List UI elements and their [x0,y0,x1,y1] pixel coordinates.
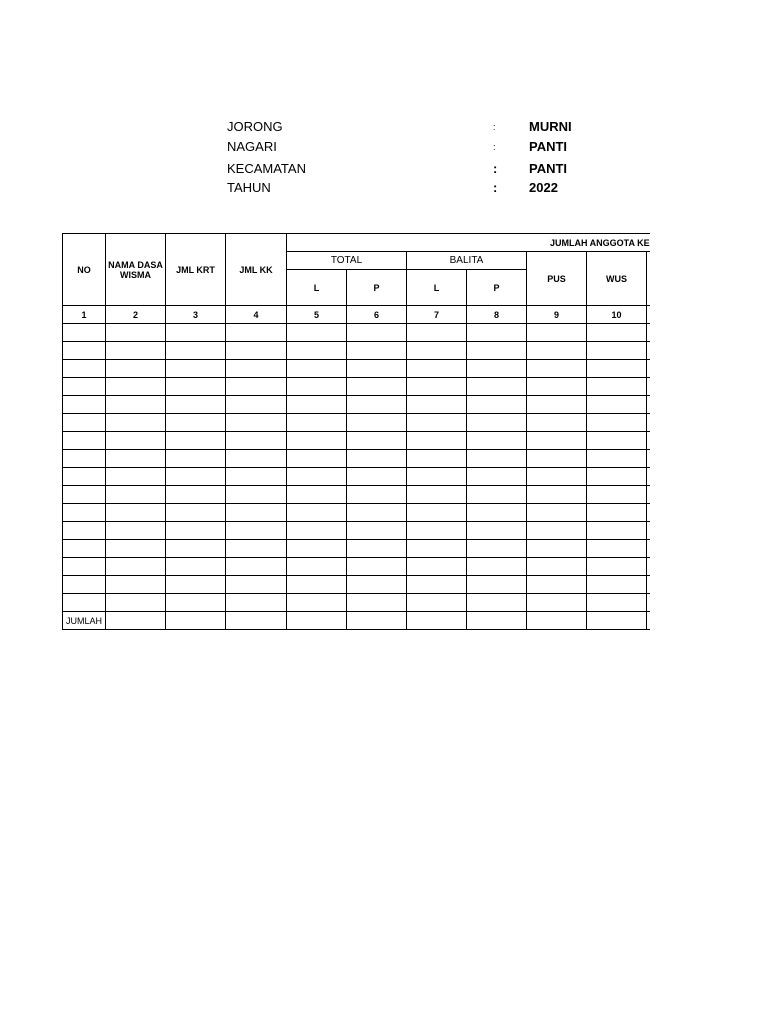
table-cell[interactable] [407,468,467,486]
header-balita: BALITA [407,252,527,270]
table-cell[interactable] [527,540,587,558]
header-total: TOTAL [287,252,407,270]
jumlah-cell[interactable] [347,612,407,630]
table-row [63,558,651,576]
header-jml-krt: JML KRT [166,234,226,306]
table-cell[interactable] [226,342,287,360]
table-cell[interactable] [166,540,226,558]
table-cell[interactable] [527,576,587,594]
table-cell[interactable] [166,360,226,378]
col-number: 7 [407,306,467,324]
table-cell[interactable] [467,540,527,558]
table-cell[interactable] [527,396,587,414]
table-cell[interactable] [226,414,287,432]
table-cell[interactable] [467,378,527,396]
header-nama-dasa-wisma: NAMA DASA WISMA [106,234,166,306]
table-cell[interactable] [63,342,106,360]
table-cell[interactable] [527,414,587,432]
table-cell[interactable] [63,324,106,342]
jumlah-cell[interactable] [647,612,651,630]
table-cell[interactable] [287,540,347,558]
table-cell[interactable] [467,558,527,576]
table-cell[interactable] [467,576,527,594]
tahun-colon: : [493,180,498,195]
nagari-value: PANTI [529,139,568,154]
table-cell[interactable] [226,360,287,378]
table-cell[interactable] [527,468,587,486]
table-cell[interactable] [226,576,287,594]
table-row [63,504,651,522]
table-cell[interactable] [347,432,407,450]
info-row-tahun [0,180,768,198]
table-row [63,396,651,414]
table-cell[interactable] [407,432,467,450]
table-row [63,540,651,558]
table-cell[interactable] [587,486,647,504]
table-cell[interactable] [527,504,587,522]
table-cell[interactable] [166,396,226,414]
table-cell[interactable] [407,450,467,468]
table-cell[interactable] [527,324,587,342]
table-cell[interactable] [407,414,467,432]
table-cell[interactable] [106,360,166,378]
table-cell[interactable] [287,378,347,396]
table-cell[interactable] [527,594,587,612]
table-cell[interactable] [647,396,651,414]
table-cell[interactable] [647,540,651,558]
header-jml-kk: JML KK [226,234,287,306]
table-row [63,414,651,432]
jumlah-cell[interactable] [587,612,647,630]
info-row-nagari [0,139,768,157]
jorong-colon: : [493,122,496,132]
table-row [63,432,651,450]
header-extra [647,252,651,306]
table-cell[interactable] [407,342,467,360]
header-total-p: P [347,270,407,306]
table-cell[interactable] [287,594,347,612]
table-cell[interactable] [347,486,407,504]
header-balita-l: L [407,270,467,306]
table-cell[interactable] [287,414,347,432]
table-cell[interactable] [647,576,651,594]
header-balita-p: P [467,270,527,306]
table-cell[interactable] [647,450,651,468]
table-cell[interactable] [63,396,106,414]
table-cell[interactable] [527,342,587,360]
table-cell[interactable] [226,468,287,486]
table-cell[interactable] [647,378,651,396]
table-cell[interactable] [587,522,647,540]
table-cell[interactable] [587,432,647,450]
table-cell[interactable] [587,396,647,414]
jumlah-label: JUMLAH [63,612,106,630]
table-row [63,576,651,594]
table-cell[interactable] [63,432,106,450]
jumlah-row [63,612,651,630]
table-cell[interactable] [226,594,287,612]
table-cell[interactable] [347,558,407,576]
table-cell[interactable] [63,540,106,558]
table-row [63,378,651,396]
table-cell[interactable] [467,486,527,504]
table-cell[interactable] [287,522,347,540]
table-cell[interactable] [106,342,166,360]
jumlah-cell[interactable] [467,612,527,630]
table-cell[interactable] [287,324,347,342]
table-cell[interactable] [407,378,467,396]
table-cell[interactable] [166,558,226,576]
table-cell[interactable] [226,540,287,558]
table-cell[interactable] [226,378,287,396]
table-cell[interactable] [347,378,407,396]
table-cell[interactable] [407,504,467,522]
kecamatan-value: PANTI [529,161,568,176]
table-cell[interactable] [467,522,527,540]
header-pus: PUS [527,252,587,306]
table-cell[interactable] [63,360,106,378]
table-cell[interactable] [467,342,527,360]
table-cell[interactable] [467,432,527,450]
jumlah-cell[interactable] [287,612,347,630]
table-cell[interactable] [106,450,166,468]
table-cell[interactable] [63,378,106,396]
tahun-label: TAHUN [227,180,271,195]
table-cell[interactable] [347,594,407,612]
table-cell[interactable] [287,450,347,468]
table-cell[interactable] [166,486,226,504]
table-cell[interactable] [467,504,527,522]
data-rows [63,324,651,612]
table-cell[interactable] [226,558,287,576]
table-cell[interactable] [347,414,407,432]
table-row [63,486,651,504]
table-cell[interactable] [287,396,347,414]
table-cell[interactable] [647,432,651,450]
table-cell[interactable] [587,540,647,558]
table-cell[interactable] [647,468,651,486]
table-cell[interactable] [467,468,527,486]
table-cell[interactable] [63,522,106,540]
table-cell[interactable] [106,504,166,522]
table-cell[interactable] [647,414,651,432]
table-cell[interactable] [166,414,226,432]
table-cell[interactable] [587,360,647,378]
table-cell[interactable] [347,468,407,486]
table-cell[interactable] [106,558,166,576]
table-cell[interactable] [467,324,527,342]
table-cell[interactable] [527,360,587,378]
table-cell[interactable] [587,378,647,396]
table-cell[interactable] [647,486,651,504]
table-cell[interactable] [527,450,587,468]
table-cell[interactable] [106,378,166,396]
table-cell[interactable] [166,324,226,342]
table-cell[interactable] [166,450,226,468]
table-cell[interactable] [347,576,407,594]
data-table [62,233,650,630]
col-number: 9 [527,306,587,324]
table-cell[interactable] [647,324,651,342]
jorong-value: MURNI [529,119,572,134]
table-cell[interactable] [106,396,166,414]
table-cell[interactable] [647,504,651,522]
table-cell[interactable] [467,414,527,432]
table-cell[interactable] [587,450,647,468]
jorong-label: JORONG [227,119,283,134]
table-cell[interactable] [527,558,587,576]
kecamatan-label: KECAMATAN [227,161,306,176]
table-cell[interactable] [347,324,407,342]
table-cell[interactable] [467,450,527,468]
jumlah-cell[interactable] [407,612,467,630]
table-cell[interactable] [287,486,347,504]
col-number: 6 [347,306,407,324]
table-cell[interactable] [166,378,226,396]
table-cell[interactable] [647,342,651,360]
table-row [63,450,651,468]
table-cell[interactable] [63,576,106,594]
table-cell[interactable] [166,576,226,594]
table-cell[interactable] [166,504,226,522]
table-cell[interactable] [407,540,467,558]
table-cell[interactable] [226,504,287,522]
table-cell[interactable] [527,432,587,450]
table-cell[interactable] [647,594,651,612]
table-cell[interactable] [407,558,467,576]
table-cell[interactable] [166,594,226,612]
table-cell[interactable] [587,504,647,522]
table-cell[interactable] [287,558,347,576]
table-row [63,360,651,378]
table-cell[interactable] [347,522,407,540]
table-cell[interactable] [407,324,467,342]
nagari-label: NAGARI [227,139,277,154]
table-row [63,342,651,360]
table-cell[interactable] [467,360,527,378]
header-total-l: L [287,270,347,306]
table-cell[interactable] [587,468,647,486]
table-cell[interactable] [287,342,347,360]
table-cell[interactable] [467,594,527,612]
table-cell[interactable] [166,468,226,486]
info-row-kecamatan [0,161,768,179]
table-cell[interactable] [587,558,647,576]
col-number: 3 [166,306,226,324]
table-cell[interactable] [347,504,407,522]
table-cell[interactable] [347,396,407,414]
table-cell[interactable] [166,522,226,540]
table-cell[interactable] [106,486,166,504]
table-cell[interactable] [63,450,106,468]
table-cell[interactable] [106,522,166,540]
table-cell[interactable] [106,468,166,486]
table-cell[interactable] [287,360,347,378]
header-info [0,0,768,220]
col-number: 8 [467,306,527,324]
tahun-value: 2022 [529,180,558,195]
table-cell[interactable] [106,414,166,432]
table-cell[interactable] [347,540,407,558]
header-no: NO [63,234,106,306]
table-cell[interactable] [587,342,647,360]
table-cell[interactable] [527,378,587,396]
table-cell[interactable] [166,342,226,360]
jumlah-cell[interactable] [166,612,226,630]
info-row-jorong [0,119,768,137]
table-cell[interactable] [106,594,166,612]
table-cell[interactable] [587,594,647,612]
table-cell[interactable] [407,576,467,594]
header-jumlah-anggota: JUMLAH ANGGOTA KE [287,234,651,252]
column-number-row [63,306,651,324]
table-cell[interactable] [106,540,166,558]
table-cell[interactable] [527,522,587,540]
table-cell[interactable] [347,360,407,378]
table-cell[interactable] [407,486,467,504]
jumlah-cell[interactable] [226,612,287,630]
table-cell[interactable] [527,486,587,504]
col-number: 5 [287,306,347,324]
table-row [63,522,651,540]
table-cell[interactable] [106,432,166,450]
jumlah-cell[interactable] [527,612,587,630]
kecamatan-colon: : [493,161,498,176]
table-row [63,594,651,612]
table-cell[interactable] [106,324,166,342]
table-cell[interactable] [407,522,467,540]
table-cell[interactable] [63,594,106,612]
table-cell[interactable] [407,396,467,414]
table-cell[interactable] [226,522,287,540]
table-cell[interactable] [63,558,106,576]
col-number: 1 [63,306,106,324]
table-cell[interactable] [347,342,407,360]
table-cell[interactable] [587,414,647,432]
col-number: 4 [226,306,287,324]
table-cell[interactable] [63,414,106,432]
table-cell[interactable] [226,432,287,450]
table-cell[interactable] [63,486,106,504]
table-cell[interactable] [226,450,287,468]
table-cell[interactable] [587,324,647,342]
table-row [63,324,651,342]
table-cell[interactable] [287,576,347,594]
table-cell[interactable] [63,504,106,522]
col-number-extra [647,306,651,324]
table-cell[interactable] [226,486,287,504]
table-cell[interactable] [647,522,651,540]
jumlah-cell[interactable] [106,612,166,630]
table-cell[interactable] [63,468,106,486]
col-number: 2 [106,306,166,324]
table-cell[interactable] [647,360,651,378]
table-cell[interactable] [166,432,226,450]
table-cell[interactable] [226,396,287,414]
data-table-wrap [62,233,650,639]
header-wus: WUS [587,252,647,306]
table-cell[interactable] [287,432,347,450]
table-cell[interactable] [287,504,347,522]
table-cell[interactable] [407,360,467,378]
table-cell[interactable] [587,576,647,594]
table-row [63,468,651,486]
table-cell[interactable] [647,558,651,576]
nagari-colon: : [493,142,496,152]
table-cell[interactable] [226,324,287,342]
table-cell[interactable] [106,576,166,594]
table-cell[interactable] [467,396,527,414]
table-cell[interactable] [287,468,347,486]
table-cell[interactable] [347,450,407,468]
table-cell[interactable] [407,594,467,612]
col-number: 10 [587,306,647,324]
